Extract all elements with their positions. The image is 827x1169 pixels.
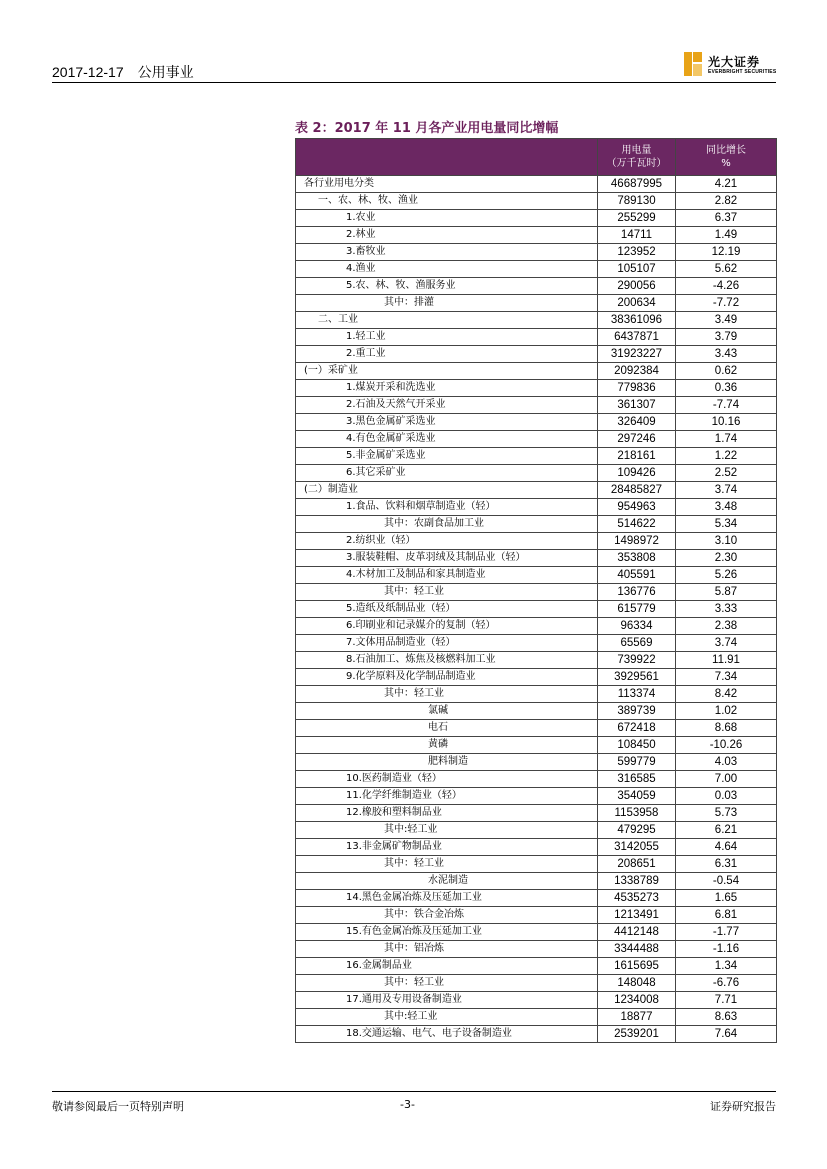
table-row [296,907,777,924]
row-consumption: 297246 [598,431,676,448]
row-growth: 3.49 [676,312,777,329]
row-consumption: 290056 [598,278,676,295]
row-growth: 5.62 [676,261,777,278]
row-category: 其中：铝冶炼 [296,941,598,958]
table-header-row [296,139,777,176]
row-growth: 3.33 [676,601,777,618]
row-growth: 10.16 [676,414,777,431]
row-growth: 2.52 [676,465,777,482]
row-category: 2.重工业 [296,346,598,363]
row-consumption: 3929561 [598,669,676,686]
row-growth: 6.21 [676,822,777,839]
row-consumption: 326409 [598,414,676,431]
table-row [296,975,777,992]
row-growth: 0.03 [676,788,777,805]
table-row [296,193,777,210]
table-row [296,448,777,465]
table-row [296,482,777,499]
row-consumption: 354059 [598,788,676,805]
table-row [296,414,777,431]
row-category: 其中:轻工业 [296,1009,598,1026]
table-row [296,584,777,601]
header-consumption: 用电量 （万千瓦时） [598,139,676,176]
row-consumption: 14711 [598,227,676,244]
row-category: 其中：轻工业 [296,686,598,703]
row-category: 4.木材加工及制品和家具制造业 [296,567,598,584]
row-category: 其中：轻工业 [296,975,598,992]
row-growth: 1.49 [676,227,777,244]
table-row [296,499,777,516]
table-row [296,227,777,244]
row-category: 7.文体用品制造业（轻） [296,635,598,652]
table-row [296,771,777,788]
row-growth: 1.02 [676,703,777,720]
electricity-consumption-table [295,138,777,1043]
row-consumption: 96334 [598,618,676,635]
row-growth: 7.34 [676,669,777,686]
row-growth: 3.48 [676,499,777,516]
row-growth: 3.10 [676,533,777,550]
row-consumption: 1234008 [598,992,676,1009]
table-row [296,754,777,771]
row-growth: 1.74 [676,431,777,448]
row-growth: 7.71 [676,992,777,1009]
row-category: 水泥制造 [296,873,598,890]
page-header [52,62,194,82]
row-consumption: 514622 [598,516,676,533]
row-consumption: 3142055 [598,839,676,856]
report-category: 公用事业 [137,64,194,80]
table-row [296,669,777,686]
row-category: 其中：铁合金冶炼 [296,907,598,924]
row-category: 2.纺织业（轻） [296,533,598,550]
row-consumption: 353808 [598,550,676,567]
row-consumption: 65569 [598,635,676,652]
row-growth: 3.74 [676,635,777,652]
table-row [296,550,777,567]
table-row [296,431,777,448]
row-growth: 6.31 [676,856,777,873]
row-consumption: 1615695 [598,958,676,975]
row-growth: 3.43 [676,346,777,363]
table-row [296,805,777,822]
row-consumption: 18877 [598,1009,676,1026]
row-consumption: 1338789 [598,873,676,890]
row-consumption: 200634 [598,295,676,312]
row-category: 1.煤炭开采和洗选业 [296,380,598,397]
row-category: 13.非金属矿物制品业 [296,839,598,856]
row-category: 11.化学纤维制造业（轻） [296,788,598,805]
row-growth: 7.00 [676,771,777,788]
table-row [296,601,777,618]
row-category: 10.医药制造业（轻） [296,771,598,788]
everbright-logo-icon [684,52,702,76]
table-row [296,465,777,482]
row-consumption: 108450 [598,737,676,754]
logo-name-en: EVERBRIGHT SECURITIES [708,69,777,75]
row-consumption: 405591 [598,567,676,584]
table-row [296,822,777,839]
row-growth: 5.87 [676,584,777,601]
table-row [296,346,777,363]
row-growth: 12.19 [676,244,777,261]
row-category: 黄磷 [296,737,598,754]
table-row [296,329,777,346]
row-category: 12.橡胶和塑料制品业 [296,805,598,822]
table-row [296,516,777,533]
footer-report-type: 证券研究报告 [710,1100,776,1113]
table-row [296,941,777,958]
row-category: 二、工业 [296,312,598,329]
row-category: 6.其它采矿业 [296,465,598,482]
row-consumption: 28485827 [598,482,676,499]
row-consumption: 389739 [598,703,676,720]
table-row [296,839,777,856]
row-consumption: 739922 [598,652,676,669]
header-divider [52,82,776,83]
row-category: 6.印刷业和记录媒介的复制（轻） [296,618,598,635]
row-growth: 3.74 [676,482,777,499]
row-growth: 0.62 [676,363,777,380]
row-category: 其中：轻工业 [296,584,598,601]
row-growth: 6.81 [676,907,777,924]
table-row [296,890,777,907]
row-consumption: 136776 [598,584,676,601]
table-row [296,261,777,278]
table-row [296,703,777,720]
row-growth: 8.42 [676,686,777,703]
row-growth: 6.37 [676,210,777,227]
row-consumption: 6437871 [598,329,676,346]
row-consumption: 38361096 [598,312,676,329]
table-row [296,788,777,805]
row-growth: -0.54 [676,873,777,890]
row-category: 其中:轻工业 [296,822,598,839]
row-consumption: 2539201 [598,1026,676,1043]
row-growth: 5.34 [676,516,777,533]
row-growth: -4.26 [676,278,777,295]
row-category: 8.石油加工、炼焦及核燃料加工业 [296,652,598,669]
table-row [296,924,777,941]
table-row [296,873,777,890]
row-consumption: 599779 [598,754,676,771]
row-category: 5.造纸及纸制品业（轻） [296,601,598,618]
row-category: 氯碱 [296,703,598,720]
row-category: (二）制造业 [296,482,598,499]
row-growth: 11.91 [676,652,777,669]
row-category: 17.通用及专用设备制造业 [296,992,598,1009]
row-consumption: 109426 [598,465,676,482]
table-row [296,686,777,703]
row-growth: 4.64 [676,839,777,856]
row-category: 2.石油及天然气开采业 [296,397,598,414]
table-row [296,652,777,669]
row-growth: 1.22 [676,448,777,465]
row-consumption: 113374 [598,686,676,703]
row-consumption: 46687995 [598,176,676,193]
row-category: 5.非金属矿采选业 [296,448,598,465]
row-category: 1.农业 [296,210,598,227]
row-category: 9.化学原料及化学制品制造业 [296,669,598,686]
page-number: -3- [400,1098,415,1111]
row-growth: -1.16 [676,941,777,958]
row-consumption: 208651 [598,856,676,873]
table-title: 表 2：2017 年 11 月各产业用电量同比增幅 [295,121,559,136]
row-growth: -7.72 [676,295,777,312]
row-consumption: 105107 [598,261,676,278]
table-row [296,380,777,397]
table-row [296,176,777,193]
row-category: 其中：农副食品加工业 [296,516,598,533]
row-category: 3.畜牧业 [296,244,598,261]
row-growth: 1.34 [676,958,777,975]
row-category: 各行业用电分类 [296,176,598,193]
row-consumption: 954963 [598,499,676,516]
row-consumption: 4535273 [598,890,676,907]
footer-divider [52,1091,776,1092]
row-consumption: 479295 [598,822,676,839]
row-consumption: 218161 [598,448,676,465]
row-growth: 2.38 [676,618,777,635]
header-growth: 同比增长 % [676,139,777,176]
row-growth: 5.26 [676,567,777,584]
footer-disclaimer: 敬请参阅最后一页特别声明 [52,1100,184,1113]
table-row [296,567,777,584]
table-row [296,1009,777,1026]
row-category: 2.林业 [296,227,598,244]
table-row [296,312,777,329]
row-growth: -7.74 [676,397,777,414]
row-category: 4.渔业 [296,261,598,278]
logo-name-cn: 光大证券 [708,55,761,69]
table-row [296,958,777,975]
row-consumption: 148048 [598,975,676,992]
row-category: 1.食品、饮料和烟草制造业（轻） [296,499,598,516]
row-consumption: 31923227 [598,346,676,363]
header-category [296,139,598,176]
row-consumption: 2092384 [598,363,676,380]
table-row [296,363,777,380]
row-consumption: 4412148 [598,924,676,941]
row-category: 16.金属制品业 [296,958,598,975]
company-logo [684,52,780,78]
row-consumption: 361307 [598,397,676,414]
table-row [296,1026,777,1043]
row-growth: 4.21 [676,176,777,193]
row-consumption: 779836 [598,380,676,397]
row-growth: 4.03 [676,754,777,771]
row-growth: 5.73 [676,805,777,822]
row-consumption: 672418 [598,720,676,737]
row-consumption: 255299 [598,210,676,227]
row-growth: -10.26 [676,737,777,754]
table-row [296,397,777,414]
row-consumption: 316585 [598,771,676,788]
row-category: 其中：轻工业 [296,856,598,873]
table-row [296,618,777,635]
row-category: 一、农、林、牧、渔业 [296,193,598,210]
row-category: 15.有色金属冶炼及压延加工业 [296,924,598,941]
row-growth: 7.64 [676,1026,777,1043]
row-growth: 8.63 [676,1009,777,1026]
row-growth: 2.82 [676,193,777,210]
table-row [296,992,777,1009]
row-consumption: 1213491 [598,907,676,924]
table-row [296,210,777,227]
table-row [296,856,777,873]
row-category: 5.农、林、牧、渔服务业 [296,278,598,295]
row-category: 3.服装鞋帽、皮革羽绒及其制品业（轻） [296,550,598,567]
row-growth: 3.79 [676,329,777,346]
row-consumption: 123952 [598,244,676,261]
row-growth: -1.77 [676,924,777,941]
row-consumption: 789130 [598,193,676,210]
table-row [296,533,777,550]
row-consumption: 1498972 [598,533,676,550]
row-growth: 2.30 [676,550,777,567]
row-growth: 0.36 [676,380,777,397]
table-row [296,244,777,261]
table-row [296,278,777,295]
row-growth: -6.76 [676,975,777,992]
row-consumption: 3344488 [598,941,676,958]
table-row [296,720,777,737]
row-category: 1.轻工业 [296,329,598,346]
table-row [296,737,777,754]
row-category: 4.有色金属矿采选业 [296,431,598,448]
row-category: 14.黑色金属冶炼及压延加工业 [296,890,598,907]
row-consumption: 615779 [598,601,676,618]
row-category: (一）采矿业 [296,363,598,380]
row-growth: 8.68 [676,720,777,737]
row-category: 电石 [296,720,598,737]
row-consumption: 1153958 [598,805,676,822]
row-category: 肥料制造 [296,754,598,771]
row-category: 3.黑色金属矿采选业 [296,414,598,431]
table-row [296,635,777,652]
row-category: 其中：排灌 [296,295,598,312]
row-category: 18.交通运输、电气、电子设备制造业 [296,1026,598,1043]
table-row [296,295,777,312]
report-date: 2017-12-17 [52,64,124,80]
row-growth: 1.65 [676,890,777,907]
